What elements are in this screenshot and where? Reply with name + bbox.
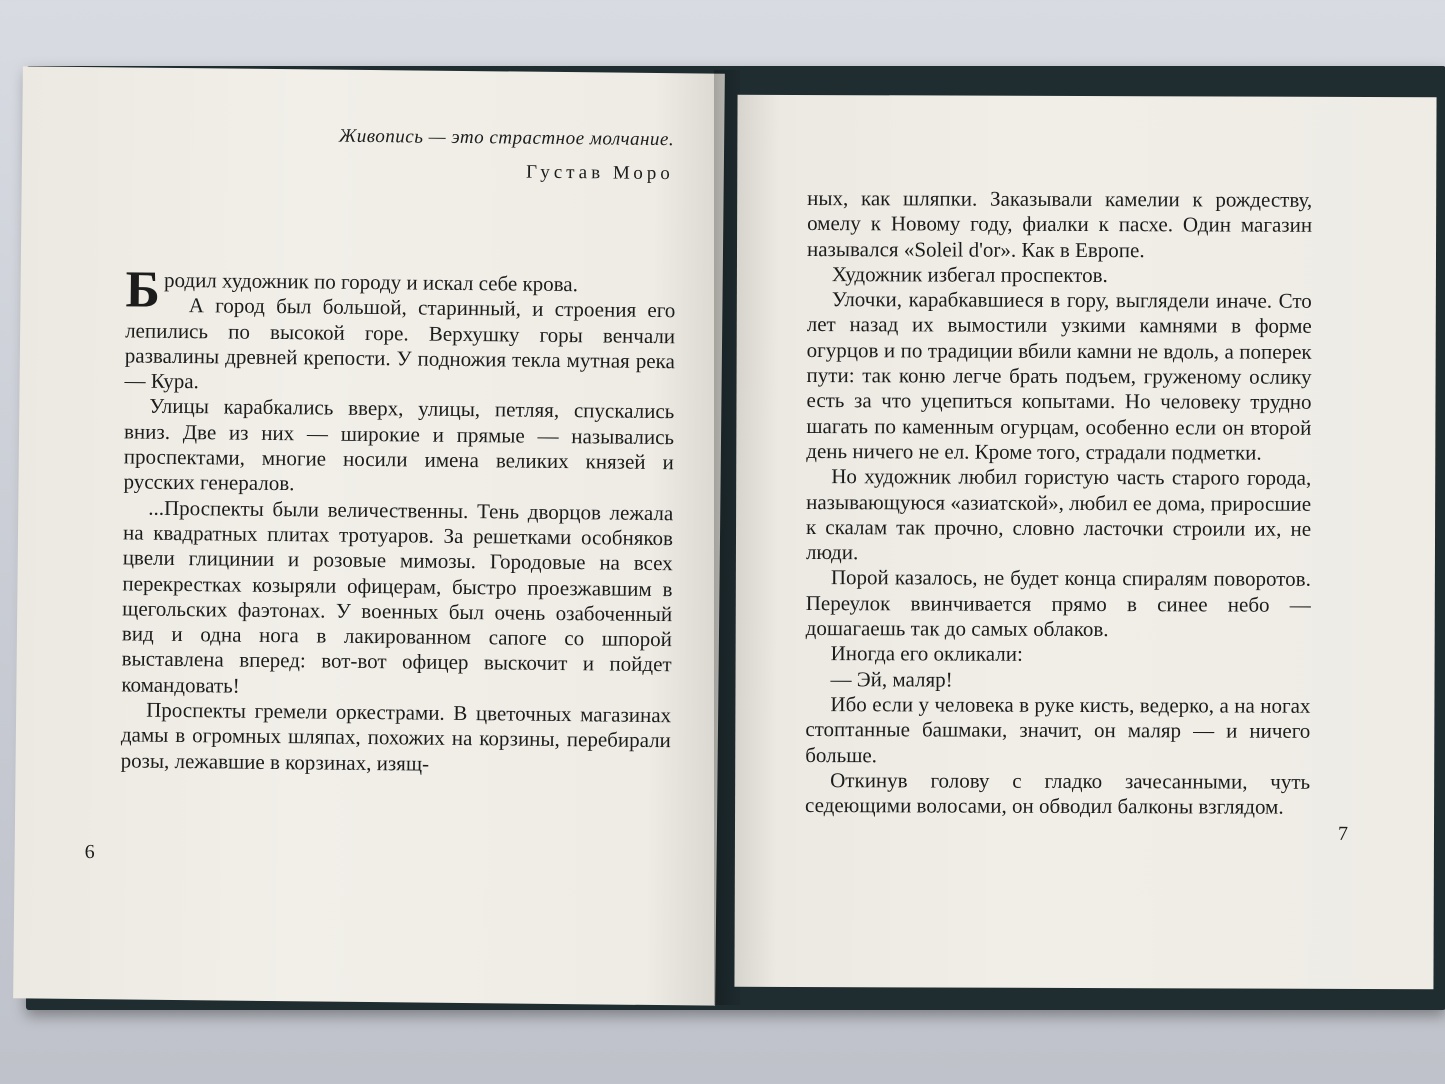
paragraph: А город был большой, старинный, и строения его лепились по высокой горе. Верхушку горы венчали развалины древней крепости. У подножия текла мутная река — Кура. [124, 293, 676, 394]
paragraph: Улицы карабкались вверх, улицы, петляя, спускались вниз. Две из них — широкие и прямые — назывались проспектами, многие носили имена великих князей и русских генералов. [123, 394, 675, 496]
left-page [13, 66, 725, 1005]
paragraph: Улочки, карабкавшиеся в гору, выглядели иначе. Сто лет назад их вымостили узкими камнями в форме огурцов и по традиции вбили камни не вдоль, а поперек пути: так коню легче брать подъем, груженому ослику есть за что уцепиться копытами. Но человеку трудно шагать по каменным огурцам, особенно если он второй день ничего не ел. Кроме того, страдали подметки. [806, 287, 1312, 465]
epigraph-quote: Живопись — это страстное молчание. [338, 125, 675, 151]
paragraph: Проспекты гремели оркестрами. В цветочных магазинах дамы в огромных шляпах, похожих на корзины, перебирали розы, лежавшие в корзинах, изящ- [120, 697, 672, 776]
paragraph: Художник избегал проспектов. [831, 262, 1108, 287]
paragraph: Иногда его окликали: [830, 641, 1023, 667]
left-page-text [120, 261, 676, 779]
epigraph-author: Густав Моро [525, 161, 674, 185]
paragraph-text: родил художник по городу и искал себе крова. [163, 267, 579, 297]
epigraph [338, 126, 674, 186]
right-page-text [805, 186, 1312, 820]
right-page [734, 95, 1436, 989]
paragraph: ных, как шляпки. Заказывали камелии к рождеству, омелу к Новому году, фиалки к пасхе. Один магазин назывался «Soleil d'or». Как в Европе. [806, 186, 1313, 262]
paragraph: ...Проспекты были величественны. Тень дворцов лежала на квадратных плитах тротуаров. За решетками особняков цвели глицинии и розовые мимозы. Городовые на всех перекрестках козыряли офицерам, быстро проезжавшим в щегольских фаэтонах. У военных был очень озабоченный вид и одна нога в лакированном сапоге со шпорой выставлена вперед: вот-вот офицер выскочит и пойдет командовать! [121, 495, 674, 698]
page-number: 6 [84, 841, 95, 864]
paragraph: Порой казалось, не будет конца спиралям поворотов. Переулок ввинчивается прямо в синее небо — дошагаешь так до самых облаков. [805, 565, 1311, 642]
page-number: 7 [1337, 822, 1349, 845]
paragraph: Ибо если у человека в руке кисть, ведерко, а на ногах стоптанные башмаки, значит, он маляр — и ничего больше. [805, 692, 1311, 767]
paragraph: — Эй, маляр! [830, 666, 953, 692]
paragraph: Но художник любил гористую часть старого города, называющуюся «азиатской», любил ее дома, приросшие к скалам так прочно, словно ласточки строили их, не люди. [805, 464, 1312, 565]
paragraph: Откинув голову с гладко зачесанными, чуть седеющими волосами, он обводил балконы взглядом. [805, 767, 1311, 819]
drop-cap: Б [125, 261, 161, 319]
